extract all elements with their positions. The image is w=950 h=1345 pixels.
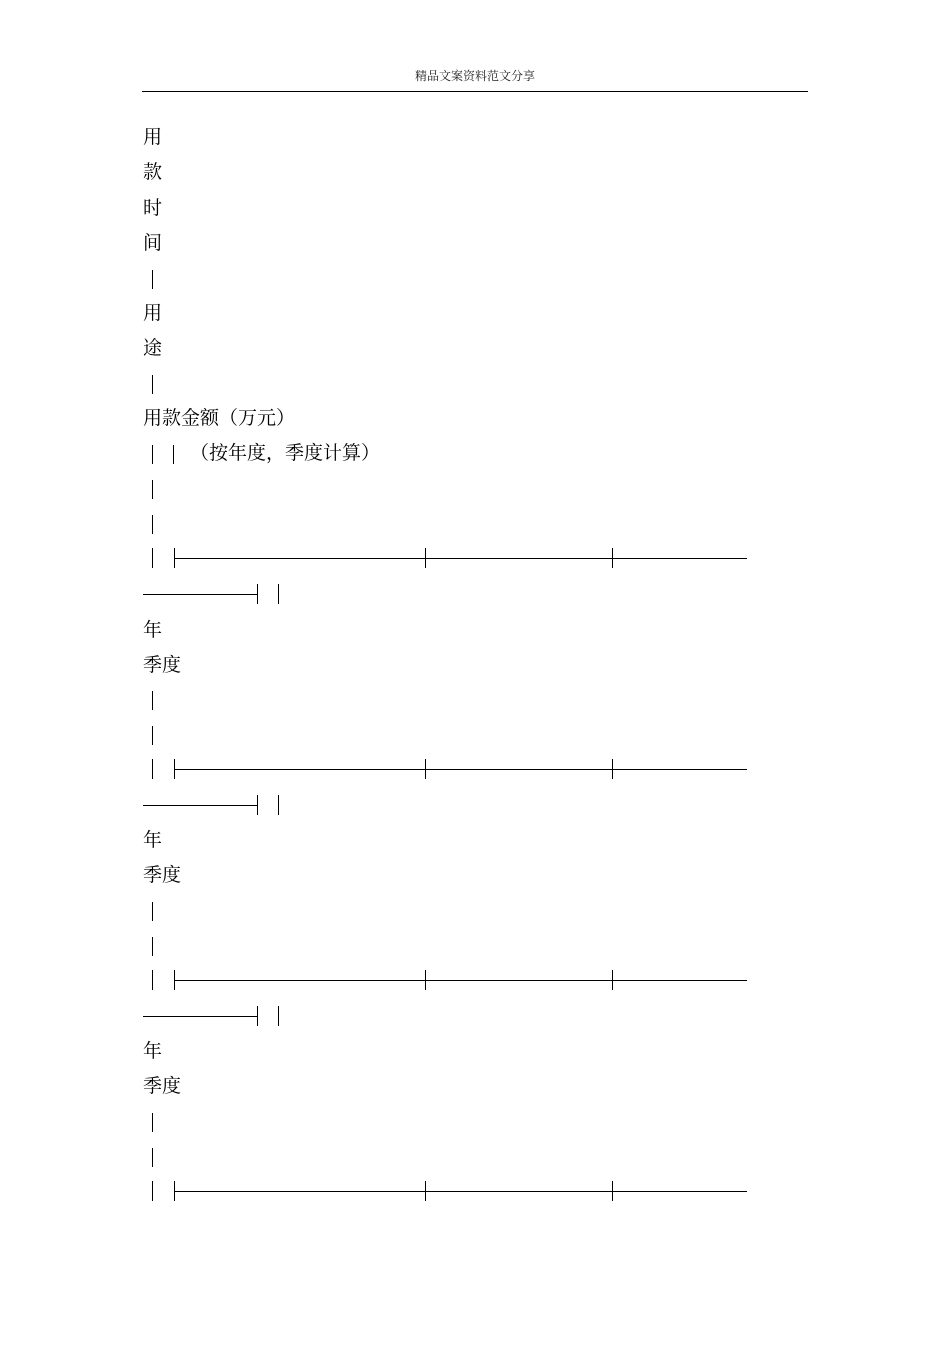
table-rule-row: [143, 546, 763, 570]
year-label: 年: [143, 619, 163, 641]
table-border-line: [143, 898, 153, 922]
calc-note-row: [143, 441, 380, 465]
label-char: 用: [143, 302, 163, 324]
table-border-line: [143, 1144, 153, 1168]
label-char: 款: [143, 161, 163, 183]
year-label: 年: [143, 1040, 163, 1062]
label-char: 用: [143, 126, 163, 148]
quarter-label: 季度: [143, 864, 182, 886]
label-char: 途: [143, 337, 163, 359]
table-rule-tail: [143, 793, 303, 817]
table-border-line: [143, 722, 153, 746]
table-border-line: [143, 511, 153, 535]
header-divider: [142, 91, 808, 92]
table-border-line: [143, 266, 153, 290]
year-label: 年: [143, 829, 163, 851]
label-char: 间: [143, 232, 163, 254]
label-char: 时: [143, 197, 163, 219]
table-rule-row: [143, 968, 763, 992]
table-rule-row: [143, 757, 763, 781]
table-rule-row: [143, 1179, 763, 1203]
amount-label: 用款金额（万元）: [143, 407, 296, 429]
table-border-line: [143, 933, 153, 957]
table-border-line: [143, 371, 153, 395]
table-border-line: [143, 476, 153, 500]
table-border-line: [143, 687, 153, 711]
table-rule-tail: [143, 1004, 303, 1028]
quarter-label: 季度: [143, 654, 182, 676]
quarter-label: 季度: [143, 1075, 182, 1097]
calc-note: （按年度，季度计算）: [190, 442, 381, 464]
table-rule-tail: [143, 582, 303, 606]
page-header-title: 精品文案资料范文分享: [414, 69, 535, 83]
table-border-line: [143, 1109, 153, 1133]
